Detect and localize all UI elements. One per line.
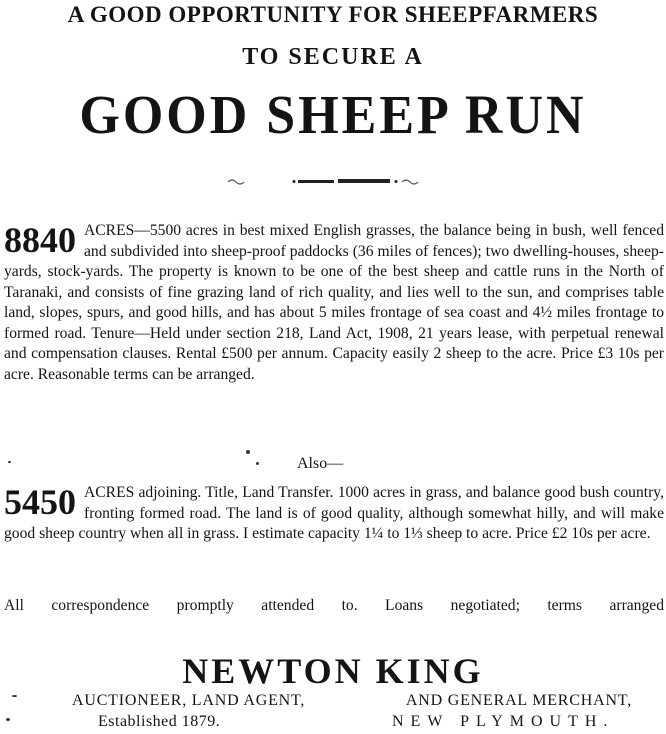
headline-good-sheep-run: GOOD SHEEP RUN xyxy=(79,85,587,146)
print-speck xyxy=(8,461,11,463)
headline-opportunity: A GOOD OPPORTUNITY FOR SHEEPFARMERS xyxy=(67,2,599,27)
correspondence-line: All correspondence promptly attended to. Loans negotiated; terms arranged xyxy=(4,597,664,614)
listing-description: ACRES adjoining. Title, Land Transfer. 1000 acres in grass, and balance good bush country, fronting formed road. The land is of good quality, although somewhat hilly, and will make good sheep country when all in grass. I estimate capacity 1¼ to 1⅓ sheep to acre. Price £2 10s per acre. xyxy=(4,484,664,542)
headline-to-secure: TO SECURE A xyxy=(242,44,424,70)
listing-5450-acres xyxy=(4,483,664,545)
advertiser-occupation xyxy=(72,692,632,710)
decorative-rule-ornament xyxy=(226,176,446,188)
advertiser-location: NEW PLYMOUTH. xyxy=(392,713,615,730)
established-date: Established 1879. xyxy=(98,713,221,730)
print-speck xyxy=(6,718,10,721)
acreage-number: 5450 xyxy=(4,482,76,522)
print-speck xyxy=(12,695,17,697)
print-speck xyxy=(246,450,250,454)
listing-8840-acres xyxy=(4,221,664,385)
also-separator: Also— xyxy=(297,455,344,472)
occupation-part-2: AND GENERAL MERCHANT, xyxy=(405,692,632,709)
listing-description: ACRES—5500 acres in best mixed English grasses, the balance being in bush, well fenced and subdivided into sheep-proof paddocks (36 miles of fences); two dwelling-houses, sheep-yards, stock-yards. The property is known to be one of the best sheep and cattle runs in the North of Taranaki, and consists of fine grazing land of rich quality, and lies well to the sun, and comprises table land, slopes, spurs, and good hills, and has about 5 miles frontage of sea coast and 4½ miles frontage to formed road. Tenure—Held under section 218, Land Act, 1908, 21 years lease, with perpetual renewal and compensation clauses. Rental £500 per annum. Capacity easily 2 sheep to the acre. Price £3 10s per acre. Reasonable terms can be arranged. xyxy=(4,222,664,383)
print-speck xyxy=(256,462,259,465)
advertiser-name: NEWTON KING xyxy=(182,651,484,691)
acreage-number: 8840 xyxy=(4,220,76,260)
occupation-part-1: AUCTIONEER, LAND AGENT, xyxy=(72,692,306,709)
